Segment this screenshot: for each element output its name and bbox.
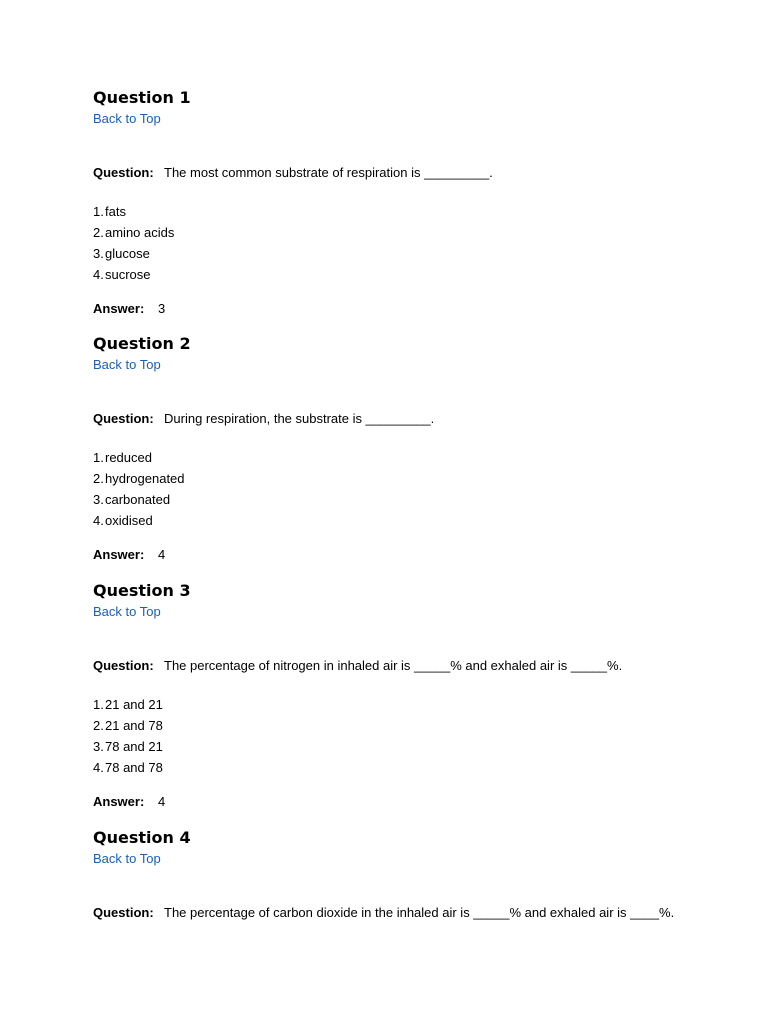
back-to-top-link[interactable]: Back to Top	[93, 851, 161, 866]
options-list	[93, 694, 163, 778]
option-text: 78 and 21	[105, 739, 163, 754]
option-number: 3.	[93, 492, 104, 507]
option-text: 21 and 78	[105, 718, 163, 733]
answer-label: Answer:	[93, 547, 145, 562]
list-item	[93, 694, 163, 715]
back-to-top-link[interactable]: Back to Top	[93, 604, 161, 619]
option-text: 78 and 78	[105, 760, 163, 775]
option-text: sucrose	[105, 267, 151, 282]
question-title: Question 2	[93, 334, 191, 353]
question-label: Question:	[93, 411, 154, 426]
option-number: 4.	[93, 513, 104, 528]
answer-line	[93, 547, 165, 563]
question-line	[93, 411, 434, 427]
answer-line	[93, 794, 165, 810]
list-item	[93, 736, 163, 757]
back-to-top-link[interactable]: Back to Top	[93, 111, 161, 126]
question-line	[93, 905, 674, 921]
answer-label: Answer:	[93, 301, 145, 316]
list-item	[93, 715, 163, 736]
options-list	[93, 447, 185, 531]
question-title: Question 4	[93, 828, 191, 847]
option-number: 3.	[93, 739, 104, 754]
question-text: The most common substrate of respiration is _________.	[164, 165, 493, 180]
options-list	[93, 201, 174, 285]
option-text: fats	[105, 204, 126, 219]
question-text: During respiration, the substrate is _________.	[164, 411, 435, 426]
question-line	[93, 658, 622, 674]
option-text: hydrogenated	[105, 471, 185, 486]
question-label: Question:	[93, 658, 154, 673]
list-item	[93, 468, 185, 489]
answer-label: Answer:	[93, 794, 145, 809]
list-item	[93, 510, 185, 531]
option-number: 1.	[93, 450, 104, 465]
option-text: amino acids	[105, 225, 175, 240]
option-number: 1.	[93, 697, 104, 712]
question-title: Question 1	[93, 88, 191, 107]
option-number: 3.	[93, 246, 104, 261]
option-number: 4.	[93, 760, 104, 775]
option-number: 2.	[93, 471, 104, 486]
option-text: carbonated	[105, 492, 171, 507]
option-number: 1.	[93, 204, 104, 219]
list-item	[93, 222, 174, 243]
back-to-top-link[interactable]: Back to Top	[93, 357, 161, 372]
answer-value: 4	[158, 547, 166, 562]
answer-value: 3	[158, 301, 166, 316]
question-title: Question 3	[93, 581, 191, 600]
option-number: 2.	[93, 718, 104, 733]
list-item	[93, 757, 163, 778]
option-number: 4.	[93, 267, 104, 282]
list-item	[93, 264, 174, 285]
option-text: glucose	[105, 246, 150, 261]
question-text: The percentage of nitrogen in inhaled air is _____% and exhaled air is _____%.	[164, 658, 623, 673]
option-number: 2.	[93, 225, 104, 240]
list-item	[93, 447, 185, 468]
question-label: Question:	[93, 905, 154, 920]
option-text: reduced	[105, 450, 152, 465]
question-label: Question:	[93, 165, 154, 180]
question-text: The percentage of carbon dioxide in the inhaled air is _____% and exhaled air is ____%.	[164, 905, 675, 920]
answer-line	[93, 301, 165, 317]
option-text: 21 and 21	[105, 697, 163, 712]
list-item	[93, 201, 174, 222]
list-item	[93, 489, 185, 510]
answer-value: 4	[158, 794, 166, 809]
option-text: oxidised	[105, 513, 153, 528]
question-line	[93, 165, 493, 181]
list-item	[93, 243, 174, 264]
